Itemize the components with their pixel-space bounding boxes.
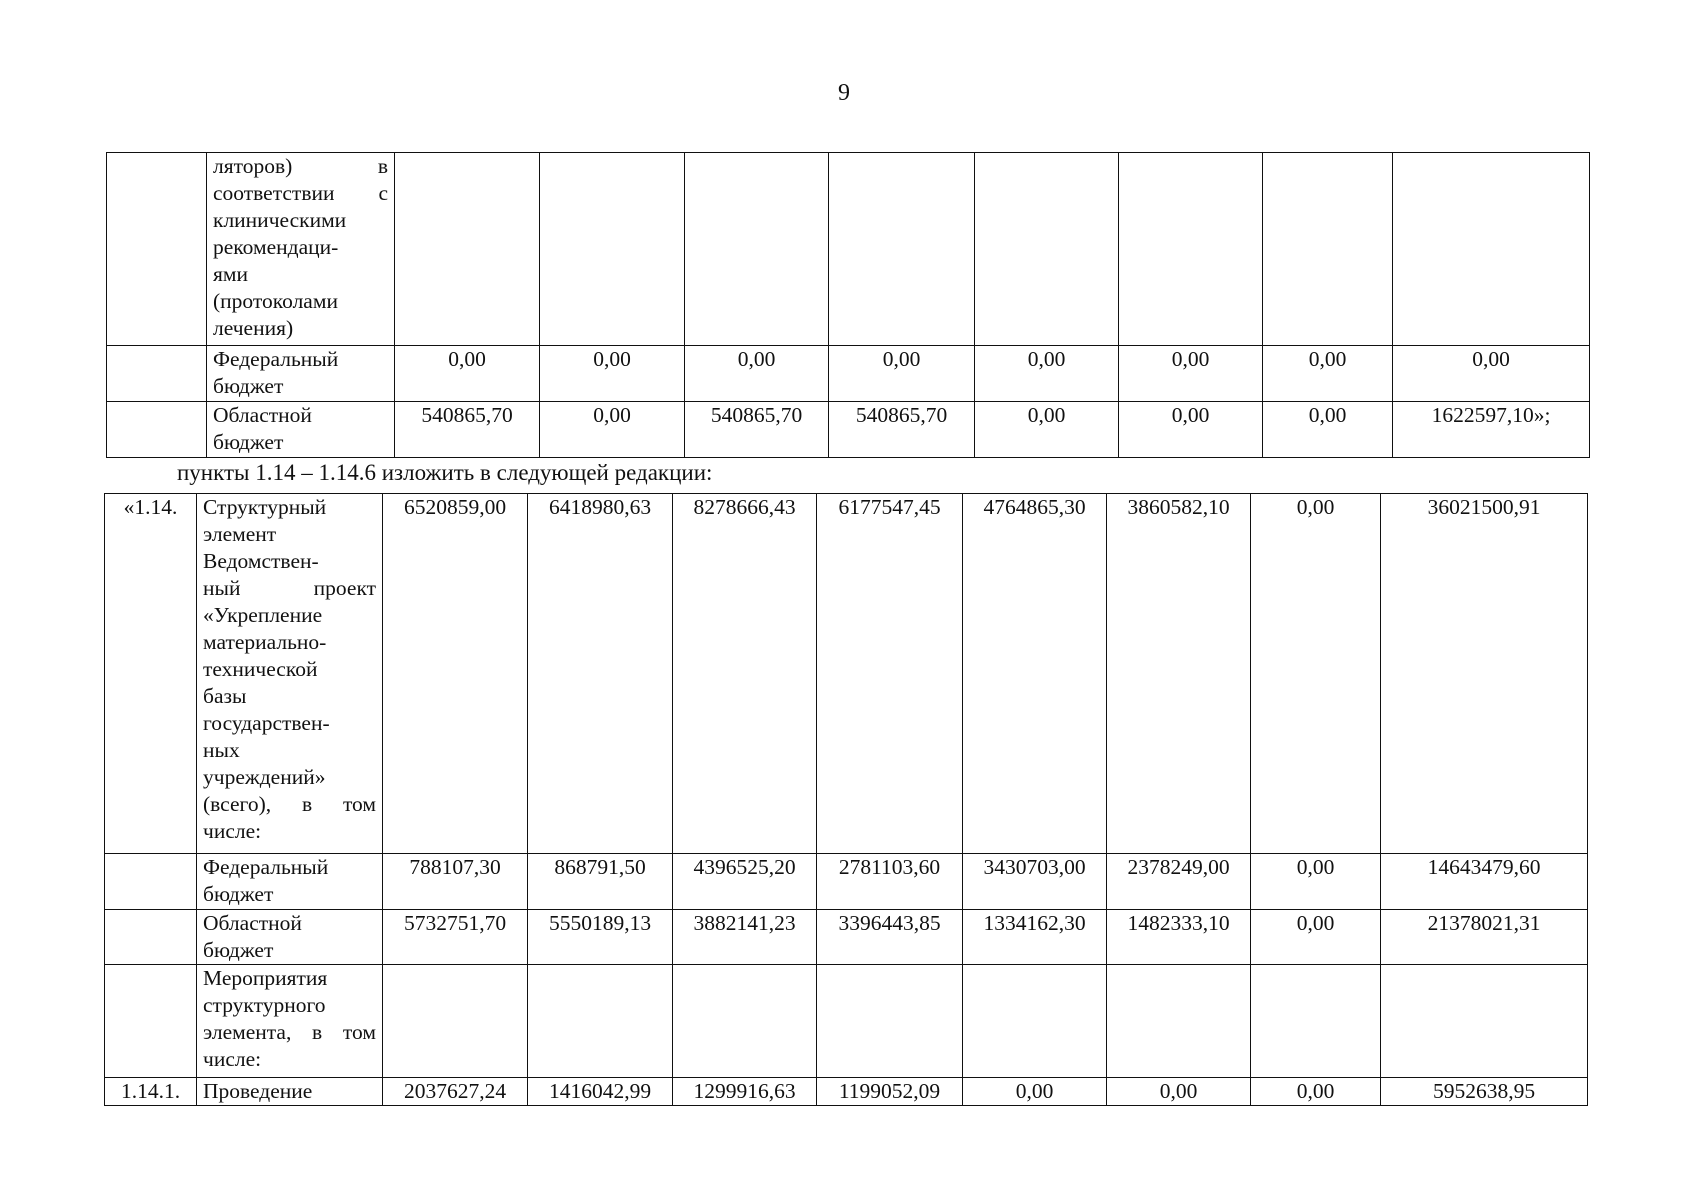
description-line: базы	[203, 684, 247, 708]
description-line: технической	[203, 657, 318, 681]
value-cell	[395, 153, 540, 346]
row-description-cell	[197, 1078, 383, 1106]
description-line: элемент	[203, 522, 277, 546]
value-cell: 0,00	[540, 402, 685, 458]
table-row	[105, 854, 1588, 910]
value-cell: 1622597,10»;	[1393, 402, 1590, 458]
row-number-cell: «1.14.	[105, 494, 197, 854]
budget-table-section-1-14	[104, 493, 1588, 1106]
row-number-cell: 1.14.1.	[105, 1078, 197, 1106]
description-line: Областной	[203, 911, 302, 935]
value-cell: 4764865,30	[963, 494, 1107, 854]
value-cell	[817, 965, 963, 1078]
value-cell: 4396525,20	[673, 854, 817, 910]
value-cell	[1251, 965, 1381, 1078]
value-cell: 14643479,60	[1381, 854, 1588, 910]
description-line: «Укрепление	[203, 603, 323, 627]
page-number: 9	[838, 80, 850, 106]
budget-table-continued	[106, 152, 1590, 458]
table-row	[105, 965, 1588, 1078]
row-number-cell	[107, 346, 207, 402]
value-cell: 540865,70	[829, 402, 975, 458]
value-cell: 0,00	[1119, 346, 1263, 402]
value-cell: 868791,50	[528, 854, 673, 910]
value-cell: 3882141,23	[673, 910, 817, 965]
row-description-cell	[207, 402, 395, 458]
value-cell	[1381, 965, 1588, 1078]
row-description-cell	[207, 153, 395, 346]
value-cell: 0,00	[1393, 346, 1590, 402]
description-line: ляторов) в	[213, 154, 388, 178]
description-line: ных	[203, 738, 240, 762]
value-cell: 540865,70	[685, 402, 829, 458]
value-cell	[963, 965, 1107, 1078]
value-cell: 0,00	[395, 346, 540, 402]
value-cell: 3396443,85	[817, 910, 963, 965]
value-cell	[383, 965, 528, 1078]
description-line: (всего), в том	[203, 792, 376, 816]
description-line: рекомендаци-	[213, 235, 339, 259]
description-line: учреждений»	[203, 765, 326, 789]
amendment-intro-text: пункты 1.14 – 1.14.6 изложить в следующей редакции:	[177, 460, 713, 485]
table-row	[105, 910, 1588, 965]
value-cell	[1263, 153, 1393, 346]
row-description-cell	[207, 346, 395, 402]
value-cell	[975, 153, 1119, 346]
row-description-cell	[197, 494, 383, 854]
value-cell: 6520859,00	[383, 494, 528, 854]
value-cell: 2781103,60	[817, 854, 963, 910]
description-line: Федеральный	[203, 855, 329, 879]
table-row	[107, 402, 1590, 458]
value-cell: 0,00	[1251, 1078, 1381, 1106]
row-number-cell	[105, 910, 197, 965]
value-cell: 0,00	[540, 346, 685, 402]
description-line: бюджет	[213, 430, 284, 454]
value-cell	[685, 153, 829, 346]
value-cell	[1119, 153, 1263, 346]
value-cell: 0,00	[1119, 402, 1263, 458]
row-number-cell	[105, 965, 197, 1078]
value-cell: 5952638,95	[1381, 1078, 1588, 1106]
value-cell: 0,00	[1251, 854, 1381, 910]
description-line: числе:	[203, 819, 262, 843]
value-cell: 2378249,00	[1107, 854, 1251, 910]
value-cell: 5550189,13	[528, 910, 673, 965]
row-description-cell	[197, 965, 383, 1078]
table-row	[107, 153, 1590, 346]
description-line: Структурный	[203, 495, 327, 519]
description-line: Областной	[213, 403, 312, 427]
value-cell	[540, 153, 685, 346]
description-line: Проведение	[203, 1079, 313, 1103]
value-cell: 3430703,00	[963, 854, 1107, 910]
value-cell: 3860582,10	[1107, 494, 1251, 854]
description-line: государствен-	[203, 711, 330, 735]
description-line: клиническими	[213, 208, 347, 232]
value-cell: 0,00	[1263, 402, 1393, 458]
value-cell: 1334162,30	[963, 910, 1107, 965]
description-line: лечения)	[213, 316, 294, 340]
row-number-cell	[105, 854, 197, 910]
value-cell: 1199052,09	[817, 1078, 963, 1106]
value-cell: 0,00	[1251, 494, 1381, 854]
value-cell: 8278666,43	[673, 494, 817, 854]
value-cell: 0,00	[1251, 910, 1381, 965]
table-row	[105, 494, 1588, 854]
description-line: Федеральный	[213, 347, 339, 371]
description-line: бюджет	[203, 938, 274, 962]
value-cell	[829, 153, 975, 346]
description-line: структурного	[203, 993, 326, 1017]
row-description-cell	[197, 854, 383, 910]
description-line: бюджет	[213, 374, 284, 398]
value-cell: 5732751,70	[383, 910, 528, 965]
value-cell: 0,00	[1263, 346, 1393, 402]
value-cell: 0,00	[685, 346, 829, 402]
value-cell: 36021500,91	[1381, 494, 1588, 854]
value-cell: 1416042,99	[528, 1078, 673, 1106]
value-cell: 2037627,24	[383, 1078, 528, 1106]
description-line: ный проект	[203, 576, 376, 600]
value-cell: 0,00	[1107, 1078, 1251, 1106]
value-cell: 788107,30	[383, 854, 528, 910]
value-cell: 21378021,31	[1381, 910, 1588, 965]
value-cell: 1482333,10	[1107, 910, 1251, 965]
table-row	[105, 1078, 1588, 1106]
value-cell: 540865,70	[395, 402, 540, 458]
description-line: Мероприятия	[203, 966, 328, 990]
row-description-cell	[197, 910, 383, 965]
row-number-cell	[107, 402, 207, 458]
value-cell: 6418980,63	[528, 494, 673, 854]
value-cell: 1299916,63	[673, 1078, 817, 1106]
value-cell: 0,00	[963, 1078, 1107, 1106]
value-cell	[673, 965, 817, 1078]
value-cell	[1107, 965, 1251, 1078]
row-number-cell	[107, 153, 207, 346]
description-line: материально-	[203, 630, 327, 654]
description-line: числе:	[203, 1047, 262, 1071]
value-cell	[528, 965, 673, 1078]
description-line: элемента, в том	[203, 1020, 376, 1044]
description-line: Ведомствен-	[203, 549, 319, 573]
value-cell: 0,00	[975, 402, 1119, 458]
description-line: соответствии с	[213, 181, 388, 205]
description-line: бюджет	[203, 882, 274, 906]
table-row	[107, 346, 1590, 402]
value-cell: 0,00	[975, 346, 1119, 402]
value-cell	[1393, 153, 1590, 346]
value-cell: 0,00	[829, 346, 975, 402]
value-cell: 6177547,45	[817, 494, 963, 854]
description-line: ями	[213, 262, 249, 286]
description-line: (протоколами	[213, 289, 338, 313]
